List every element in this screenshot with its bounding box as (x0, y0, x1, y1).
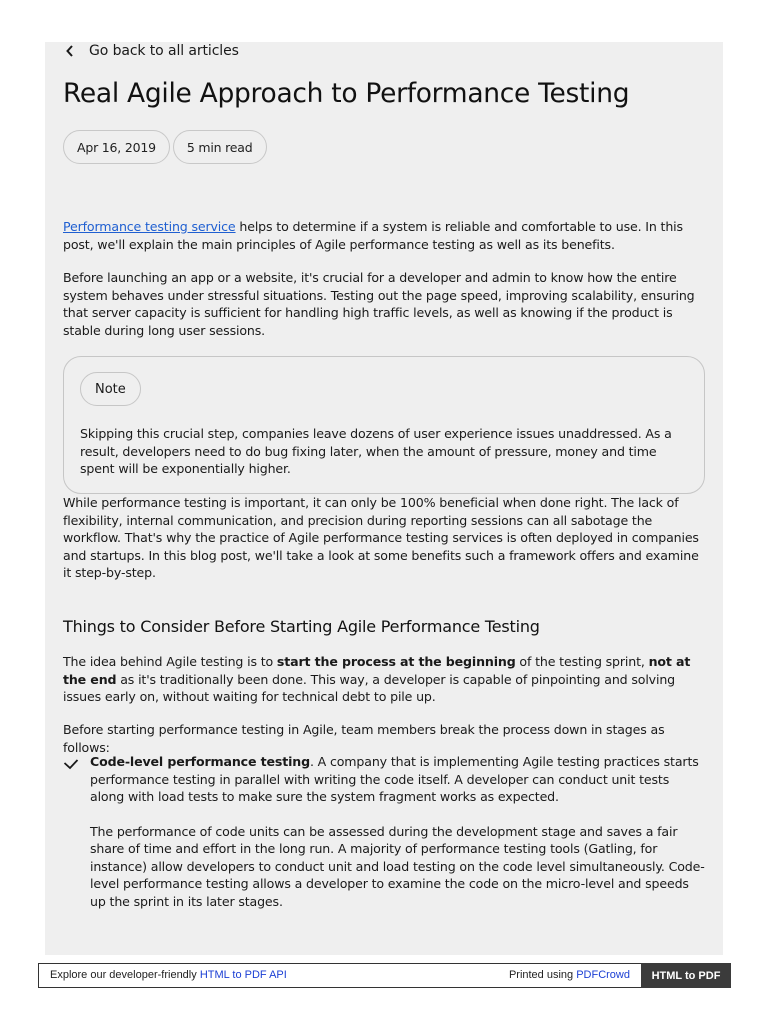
check-icon (63, 758, 79, 770)
intro-text: helps to determine if a system is reliable and comfortable to use. In this post, we'll explain the main principles of Agile performance testing as well as its benefits. (63, 219, 683, 252)
paragraph-3: While performance testing is important, it can only be 100% beneficial when done right. The lack of flexibility, internal communication, and precision during reporting sessions can all sabotage the workflow. That's why the practice of Agile performance testing services is often deployed in companies and startups. In this blog post, we'll take a look at some benefits such a framework offers and examine it step-by-step. (63, 495, 699, 580)
article-panel (45, 42, 723, 955)
html-to-pdf-button[interactable]: HTML to PDF (641, 963, 731, 988)
p4-bold-2: not at the end (63, 654, 691, 687)
note-box (63, 356, 705, 494)
intro-paragraph (63, 218, 706, 253)
list-item (63, 753, 706, 910)
list-item-body (90, 753, 706, 910)
p4-text-1: The idea behind Agile testing is to (63, 654, 277, 669)
p4-text-3: as it's traditionally been done. This way, a developer is capable of pinpointing and solving issues early on, without waiting for technical debt to pile up. (63, 671, 675, 704)
read-time-chip: 5 min read (173, 130, 267, 164)
footer-left (50, 969, 287, 981)
p4-bold-1: start the process at the beginning (276, 654, 516, 669)
paragraph-5: Before starting performance testing in Agile, team members break the process down in stages as follows: (63, 722, 665, 755)
footer-right (509, 969, 630, 981)
footer-left-text: Explore our developer-friendly (50, 969, 200, 981)
paragraph-2: Before launching an app or a website, it's crucial for a developer and admin to know how the entire system behaves under stressful situations. Testing out the page speed, improving scalability, ensuring that server capacity is sufficient for handling high traffic levels, as well as knowing if the product is stable during long user sessions. (63, 270, 695, 338)
article-meta (63, 130, 267, 164)
p4-text-2: of the testing sprint, (515, 654, 649, 669)
note-label: Note (80, 372, 141, 406)
list-item-paragraph-2: The performance of code units can be assessed during the development stage and saves a fair share of time and effort in the long run. A majority of performance testing tools (Gatling, for instance) allow developers to conduct unit and load testing on the code level simultaneously. Code-level performance testing allows a developer to examine the code on the micro-level and speeds up the sprint in its later stages. (90, 823, 705, 909)
list-item-paragraph-1 (90, 753, 706, 806)
footer-api-link[interactable]: HTML to PDF API (199, 969, 287, 981)
footer-pdfcrowd-link[interactable]: PDFCrowd (576, 969, 630, 981)
date-chip: Apr 16, 2019 (63, 130, 170, 164)
pdf-footer (38, 963, 731, 988)
page-title: Real Agile Approach to Performance Testing (63, 78, 630, 109)
back-link-label: Go back to all articles (89, 43, 239, 59)
performance-testing-link[interactable]: Performance testing service (63, 219, 236, 234)
footer-right-text: Printed using (508, 969, 577, 981)
paragraph-4 (63, 653, 706, 706)
section-heading: Things to Consider Before Starting Agile Performance Testing (63, 617, 540, 636)
note-text: Skipping this crucial step, companies leave dozens of user experience issues unaddressed. As a result, developers need to do bug fixing later, when the amount of pressure, money and time spent will be exponentially higher. (80, 426, 672, 476)
back-link[interactable] (65, 42, 239, 60)
list-item-text: . A company that is implementing Agile testing practices starts performance testing in parallel with writing the code itself. A developer can conduct unit tests along with load tests to make sure the system fragment works as expected. (90, 754, 699, 804)
list-item-title: Code-level performance testing (90, 754, 310, 769)
chevron-left-icon (65, 45, 75, 57)
